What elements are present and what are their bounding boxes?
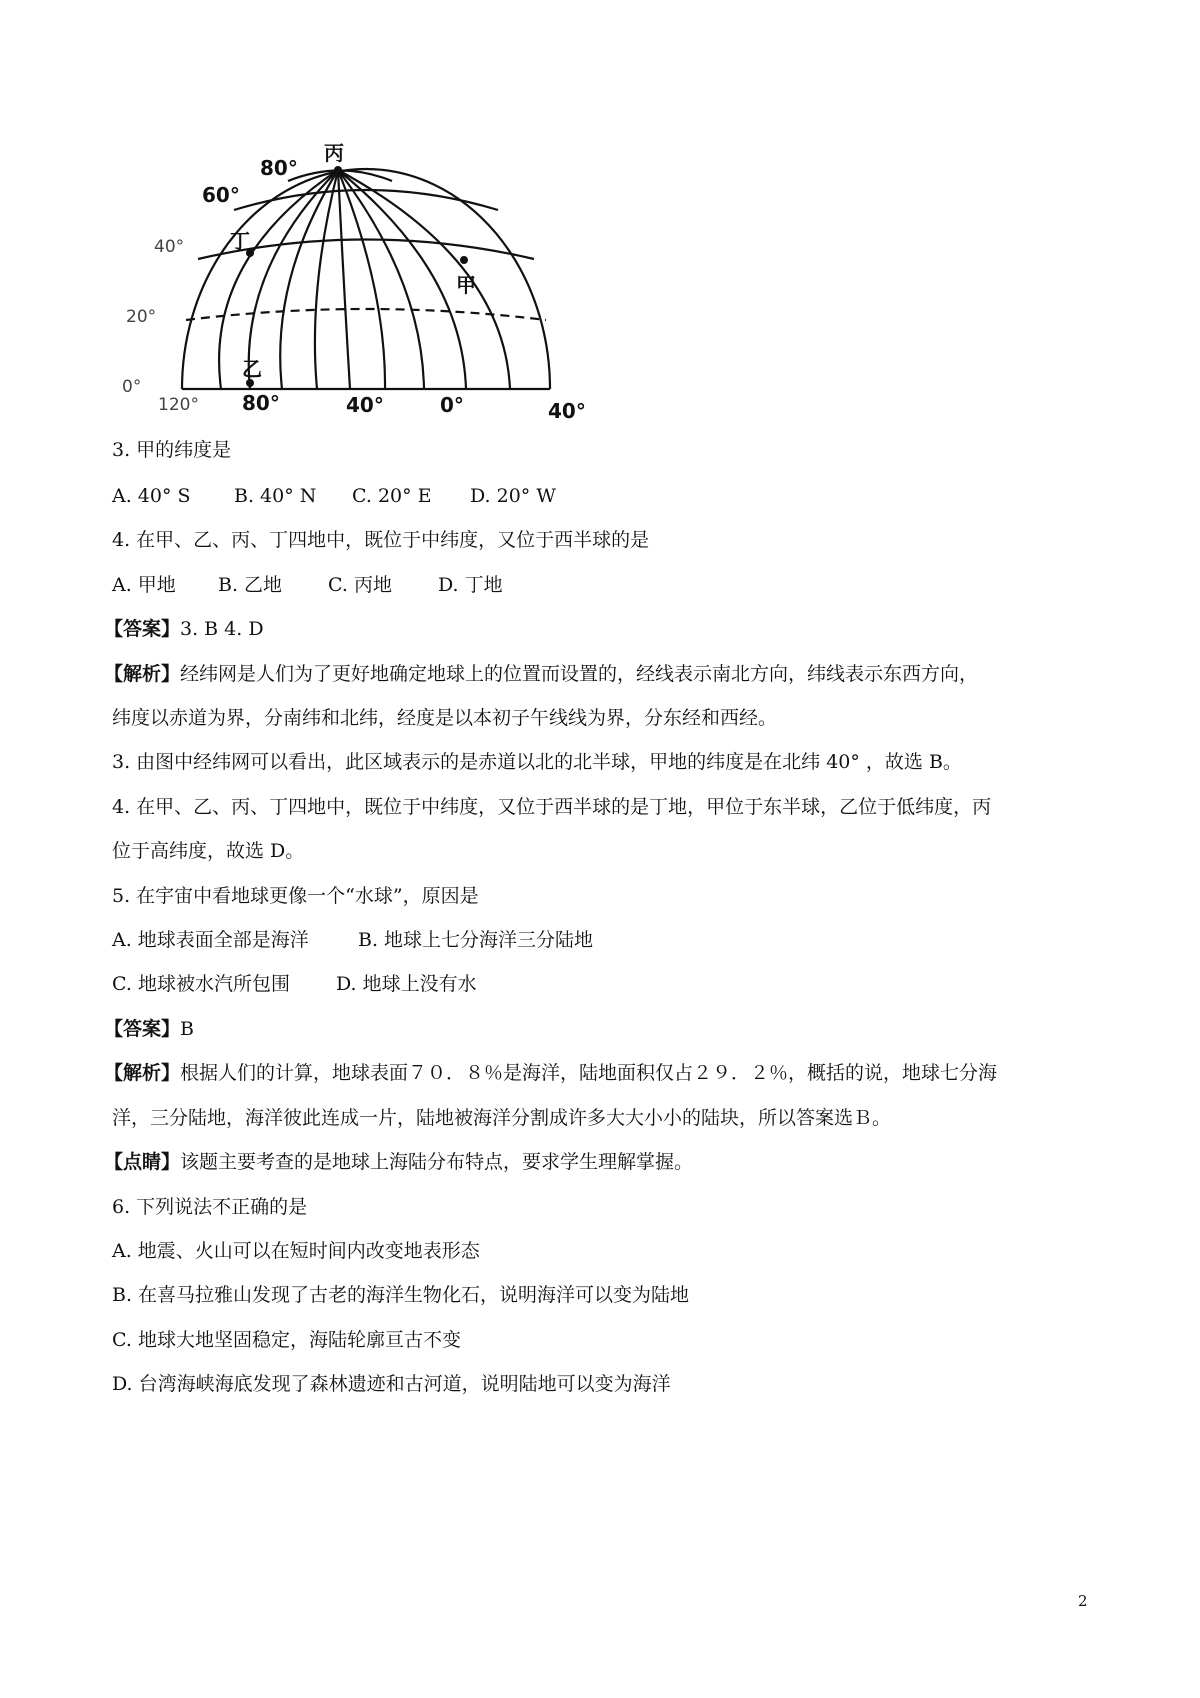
point-jia-dot	[460, 256, 468, 264]
label-point-ding: 丁	[230, 229, 250, 253]
explanation-3-4-line-5: 位于高纬度，故选 D。	[112, 840, 305, 862]
lat-lon-grid-figure	[110, 140, 610, 434]
label-lat-40: 40°	[154, 237, 185, 257]
question-5-options-row-2	[112, 972, 477, 996]
label-lon-0: 0°	[440, 393, 464, 417]
answer-3-4	[104, 617, 264, 641]
answer-text: B	[180, 1018, 194, 1040]
explanation-tag: 【解析】	[104, 663, 181, 685]
label-lat-20: 20°	[126, 307, 157, 327]
explanation-tag: 【解析】	[104, 1062, 181, 1084]
q6-option-c: C. 地球大地坚固稳定，海陆轮廓亘古不变	[112, 1329, 461, 1351]
q3-option-d: D. 20° W	[470, 485, 556, 507]
question-3-stem: 3. 甲的纬度是	[112, 439, 232, 461]
note-5	[104, 1150, 693, 1174]
label-point-yi: 乙	[242, 357, 262, 381]
note-text: 该题主要考查的是地球上海陆分布特点，要求学生理解掌握。	[180, 1151, 694, 1173]
answer-5	[104, 1017, 194, 1041]
answer-text: 3. B 4. D	[180, 618, 264, 640]
question-6-stem: 6. 下列说法不正确的是	[112, 1196, 308, 1218]
q6-option-b: B. 在喜马拉雅山发现了古老的海洋生物化石，说明海洋可以变为陆地	[112, 1284, 690, 1306]
q5-option-d: D. 地球上没有水	[336, 973, 477, 995]
question-3-options	[112, 484, 556, 508]
question-5-stem: 5. 在宇宙中看地球更像一个“水球”，原因是	[112, 885, 479, 907]
explanation-text: 根据人们的计算，地球表面７０．８％是海洋，陆地面积仅占２９．２％，概括的说，地球七分海	[180, 1062, 998, 1084]
question-4-options	[112, 573, 503, 597]
graticule-diagram	[110, 140, 610, 430]
label-lon-40b: 40°	[548, 399, 586, 423]
question-4-stem: 4. 在甲、乙、丙、丁四地中，既位于中纬度，又位于西半球的是	[112, 529, 650, 551]
answer-tag: 【答案】	[104, 1018, 181, 1040]
explanation-5-line-2: 洋，三分陆地，海洋彼此连成一片，陆地被海洋分割成许多大大小小的陆块，所以答案选Ｂ。	[112, 1107, 892, 1129]
label-lat-80: 80°	[260, 156, 298, 180]
q6-option-d: D. 台湾海峡海底发现了森林遗迹和古河道，说明陆地可以变为海洋	[112, 1373, 671, 1395]
page-number: 2	[1078, 1592, 1088, 1610]
label-lon-40a: 40°	[346, 393, 384, 417]
explanation-3-4-line-4: 4. 在甲、乙、丙、丁四地中，既位于中纬度，又位于西半球的是丁地，甲位于东半球，乙位于低纬度，丙	[112, 796, 992, 818]
explanation-3-4-line-3: 3. 由图中经纬网可以看出，此区域表示的是赤道以北的北半球，甲地的纬度是在北纬 40° ，故选 B。	[112, 751, 962, 773]
q3-option-a: A. 40° S	[112, 485, 191, 507]
label-point-jia: 甲	[456, 273, 476, 297]
meridian-central	[338, 170, 350, 389]
explanation-3-4-line-2: 纬度以赤道为界，分南纬和北纬，经度是以本初子午线线为界，分东经和西经。	[112, 707, 778, 729]
point-bing-dot	[334, 166, 342, 174]
label-lat-0: 0°	[122, 377, 142, 397]
q4-option-a: A. 甲地	[112, 574, 176, 596]
explanation-5-line-1	[104, 1061, 997, 1085]
label-point-bing: 丙	[324, 141, 344, 165]
q4-option-d: D. 丁地	[438, 574, 503, 596]
q3-option-c: C. 20° E	[352, 485, 432, 507]
q5-option-a: A. 地球表面全部是海洋	[112, 929, 309, 951]
explanation-text: 经纬网是人们为了更好地确定地球上的位置而设置的，经线表示南北方向，纬线表示东西方向，	[180, 663, 979, 685]
q4-option-b: B. 乙地	[218, 574, 283, 596]
label-lon-80: 80°	[242, 391, 280, 415]
label-lon-120: 120°	[158, 395, 199, 415]
q6-option-a: A. 地震、火山可以在短时间内改变地表形态	[112, 1240, 480, 1262]
answer-tag: 【答案】	[104, 618, 181, 640]
question-5-options-row-1	[112, 928, 593, 952]
meridian-9	[338, 170, 510, 389]
label-lat-60: 60°	[202, 183, 240, 207]
explanation-3-4-line-1	[104, 662, 978, 686]
q3-option-b: B. 40° N	[234, 485, 317, 507]
note-tag: 【点睛】	[104, 1151, 181, 1173]
q5-option-c: C. 地球被水汽所包围	[112, 973, 290, 995]
q5-option-b: B. 地球上七分海洋三分陆地	[358, 929, 594, 951]
q4-option-c: C. 丙地	[328, 574, 392, 596]
